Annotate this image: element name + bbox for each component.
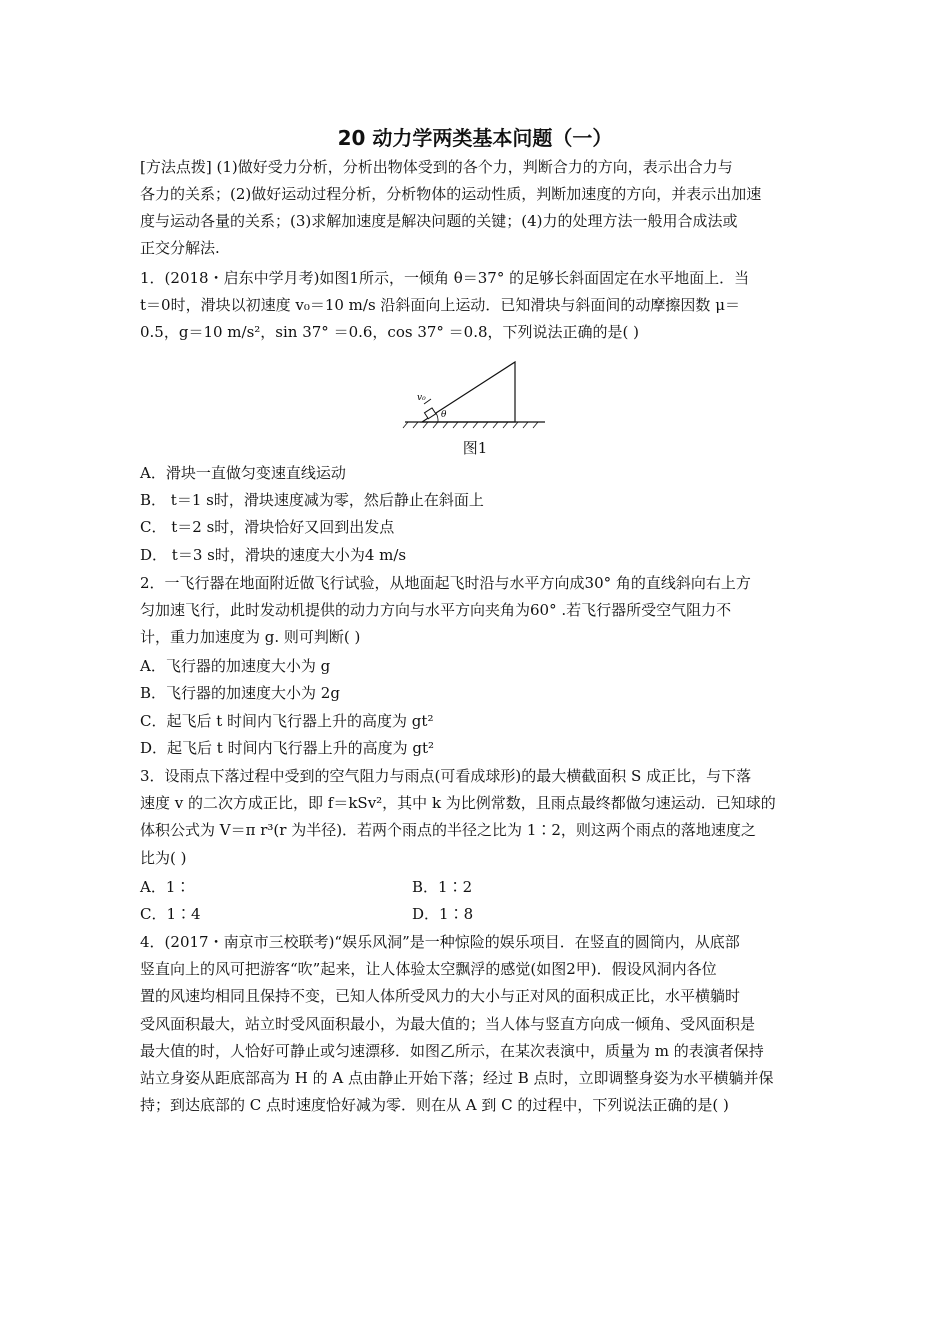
q3-line: 比为( ) bbox=[140, 849, 187, 867]
v0-label: v₀ bbox=[417, 393, 426, 403]
page-title: 20 动力学两类基本问题（一） bbox=[337, 126, 613, 150]
q1-option: A．滑块一直做匀变速直线运动 bbox=[140, 464, 346, 482]
q1-option: C． t＝2 s时，滑块恰好又回到出发点 bbox=[140, 518, 395, 536]
q2-option: C．起飞后 t 时间内飞行器上升的高度为 gt² bbox=[140, 712, 434, 730]
q3-option: C．1∶4 bbox=[140, 905, 201, 923]
q2-line: 匀加速飞行，此时发动机提供的动力方向与水平方向夹角为60° .若飞行器所受空气阻力不 bbox=[140, 601, 732, 619]
q3-option: B．1∶2 bbox=[412, 878, 473, 896]
q3-option: A．1∶ bbox=[140, 878, 191, 896]
q1-line: 1．(2018・启东中学月考)如图1所示，一倾角 θ＝37° 的足够长斜面固定在水平地面上．当 bbox=[140, 269, 750, 287]
q4-line: 置的风速均相同且保持不变，已知人体所受风力的大小与正对风的面积成正比，水平横躺时 bbox=[140, 987, 741, 1005]
q2-option: D．起飞后 t 时间内飞行器上升的高度为 gt² bbox=[140, 739, 435, 757]
q3-line: 3．设雨点下落过程中受到的空气阻力与雨点(可看成球形)的最大横截面积 S 成正比，与下落 bbox=[140, 767, 752, 785]
q4-line: 持；到达底部的 C 点时速度恰好减为零．则在从 A 到 C 的过程中，下列说法正确的是( ) bbox=[140, 1096, 729, 1114]
method-line: 各力的关系；(2)做好运动过程分析，分析物体的运动性质，判断加速度的方向，并表示出加速 bbox=[140, 185, 762, 203]
q1-line: 0.5，g＝10 m/s²，sin 37° ＝0.6，cos 37° ＝0.8，下列说法正确的是( ) bbox=[140, 323, 640, 341]
method-line: 度与运动各量的关系；(3)求解加速度是解决问题的关键；(4)力的处理方法一般用合成法或 bbox=[140, 212, 738, 230]
q4-line: 站立身姿从距底部高为 H 的 A 点由静止开始下落；经过 B 点时，立即调整身姿为水平横躺并保 bbox=[140, 1069, 774, 1087]
q2-line: 2．一飞行器在地面附近做飞行试验，从地面起飞时沿与水平方向成30° 角的直线斜向右上方 bbox=[140, 574, 751, 592]
incline-figure bbox=[400, 360, 550, 430]
q4-line: 受风面积最大，站立时受风面积最小，为最大值的；当人体与竖直方向成一倾角、受风面积是 bbox=[140, 1015, 756, 1033]
q1-line: t＝0时，滑块以初速度 v₀＝10 m/s 沿斜面向上运动．已知滑块与斜面间的动摩擦因数 μ＝ bbox=[140, 296, 740, 314]
slider-block bbox=[424, 408, 435, 419]
method-line: 正交分解法. bbox=[140, 239, 220, 257]
q1-option: D． t＝3 s时，滑块的速度大小为4 m/s bbox=[140, 546, 407, 564]
figure-caption: 图1 bbox=[462, 439, 488, 457]
q4-line: 竖直向上的风可把游客“吹”起来，让人体验太空飘浮的感觉(如图2甲)．假设风洞内各位 bbox=[140, 960, 717, 978]
q2-option: A．飞行器的加速度大小为 g bbox=[140, 657, 331, 675]
q3-option: D．1∶8 bbox=[412, 905, 474, 923]
q3-line: 速度 v 的二次方成正比，即 f＝kSv²，其中 k 为比例常数，且雨点最终都做匀速运动．已知球的 bbox=[140, 794, 776, 812]
q3-line: 体积公式为 V＝π r³(r 为半径)．若两个雨点的半径之比为 1∶2，则这两个雨点的落地速度之 bbox=[140, 821, 756, 839]
q1-option: B． t＝1 s时，滑块速度减为零，然后静止在斜面上 bbox=[140, 491, 484, 509]
q4-line: 4．(2017・南京市三校联考)“娱乐风洞”是一种惊险的娱乐项目．在竖直的圆筒内，从底部 bbox=[140, 933, 740, 951]
method-line: [方法点拨] (1)做好受力分析，分析出物体受到的各个力，判断合力的方向，表示出合力与 bbox=[140, 158, 733, 176]
q2-line: 计，重力加速度为 g. 则可判断( ) bbox=[140, 628, 361, 646]
q4-line: 最大值的时，人恰好可静止或匀速漂移．如图乙所示，在某次表演中，质量为 m 的表演者保持 bbox=[140, 1042, 764, 1060]
q2-option: B．飞行器的加速度大小为 2g bbox=[140, 684, 340, 702]
theta-label: θ bbox=[441, 410, 447, 420]
